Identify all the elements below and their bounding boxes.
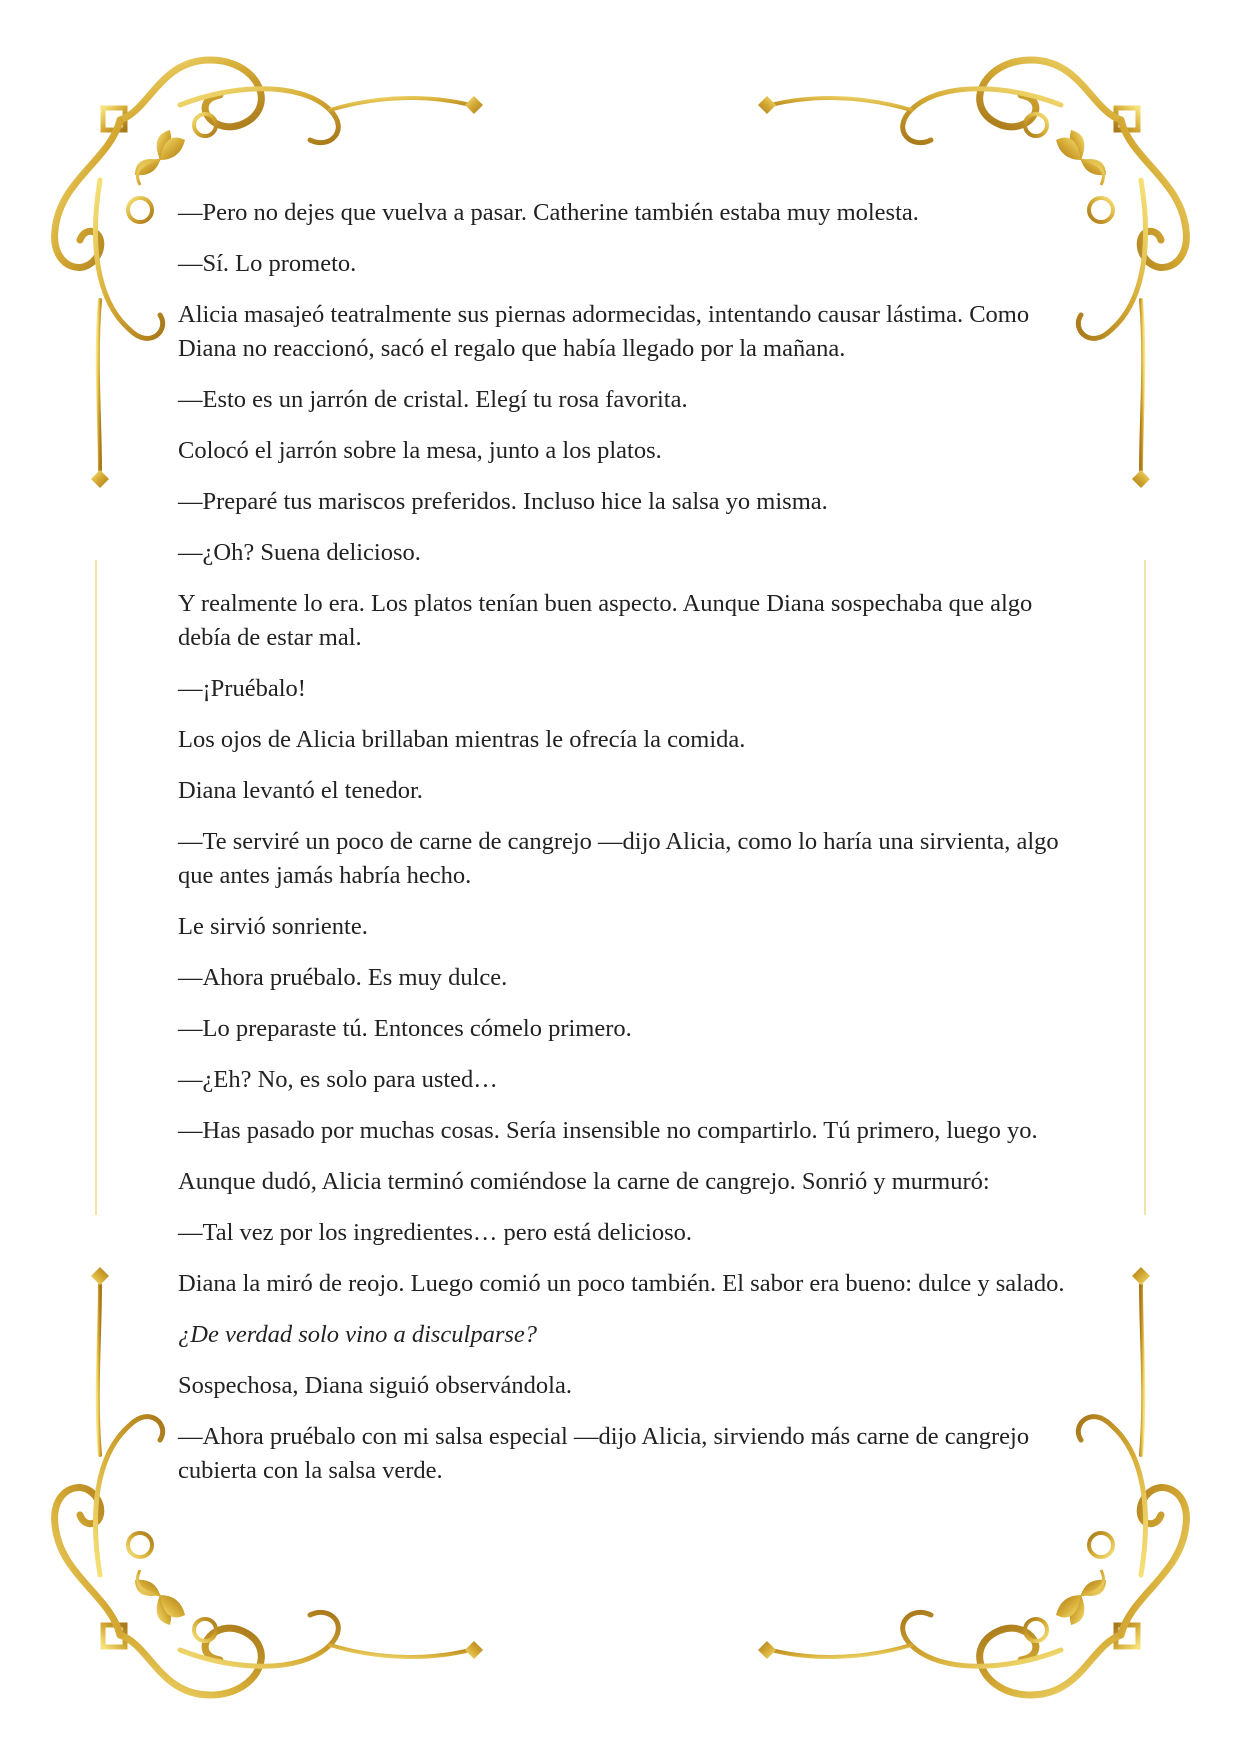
paragraph: —Pero no dejes que vuelva a pasar. Catherine también estaba muy molesta.	[178, 199, 919, 226]
inner-thought: ¿De verdad solo vino a disculparse?	[178, 1321, 538, 1348]
paragraph: —Tal vez por los ingredientes… pero está delicioso.	[178, 1219, 692, 1246]
paragraph: —Ahora pruébalo con mi salsa especial —dijo Alicia, sirviendo más carne de cangrejo cubierta con la salsa verde.	[178, 1423, 1030, 1484]
paragraph: Alicia masajeó teatralmente sus piernas adormecidas, intentando causar lástima. Como Diana no reaccionó, sacó el regalo que había llegado por la mañana.	[178, 301, 1030, 362]
paragraph: —Lo preparaste tú. Entonces cómelo primero.	[178, 1015, 632, 1042]
paragraph: —Preparé tus mariscos preferidos. Incluso hice la salsa yo misma.	[178, 488, 828, 515]
paragraph: —Ahora pruébalo. Es muy dulce.	[178, 964, 508, 991]
paragraph: —Has pasado por muchas cosas. Sería insensible no compartirlo. Tú primero, luego yo.	[178, 1117, 1038, 1144]
page-text	[178, 196, 1078, 1505]
paragraph: Aunque dudó, Alicia terminó comiéndose la carne de cangrejo. Sonrió y murmuró:	[178, 1168, 990, 1195]
paragraph: —Te serviré un poco de carne de cangrejo —dijo Alicia, como lo haría una sirvienta, algo que antes jamás habría hecho.	[178, 828, 1059, 889]
paragraph: Los ojos de Alicia brillaban mientras le ofrecía la comida.	[178, 726, 746, 753]
paragraph: Colocó el jarrón sobre la mesa, junto a los platos.	[178, 437, 662, 464]
paragraph: —Sí. Lo prometo.	[178, 250, 357, 277]
paragraph: —¿Oh? Suena delicioso.	[178, 539, 421, 566]
paragraph: —Esto es un jarrón de cristal. Elegí tu rosa favorita.	[178, 386, 688, 413]
paragraph: Le sirvió sonriente.	[178, 913, 368, 940]
paragraph: Sospechosa, Diana siguió observándola.	[178, 1372, 572, 1399]
paragraph: Y realmente lo era. Los platos tenían buen aspecto. Aunque Diana sospechaba que algo debía de estar mal.	[178, 590, 1033, 651]
paragraph: Diana levantó el tenedor.	[178, 777, 423, 804]
paragraph: —¿Eh? No, es solo para usted…	[178, 1066, 498, 1093]
paragraph: —¡Pruébalo!	[178, 675, 306, 702]
paragraph: Diana la miró de reojo. Luego comió un poco también. El sabor era bueno: dulce y salado.	[178, 1270, 1065, 1297]
